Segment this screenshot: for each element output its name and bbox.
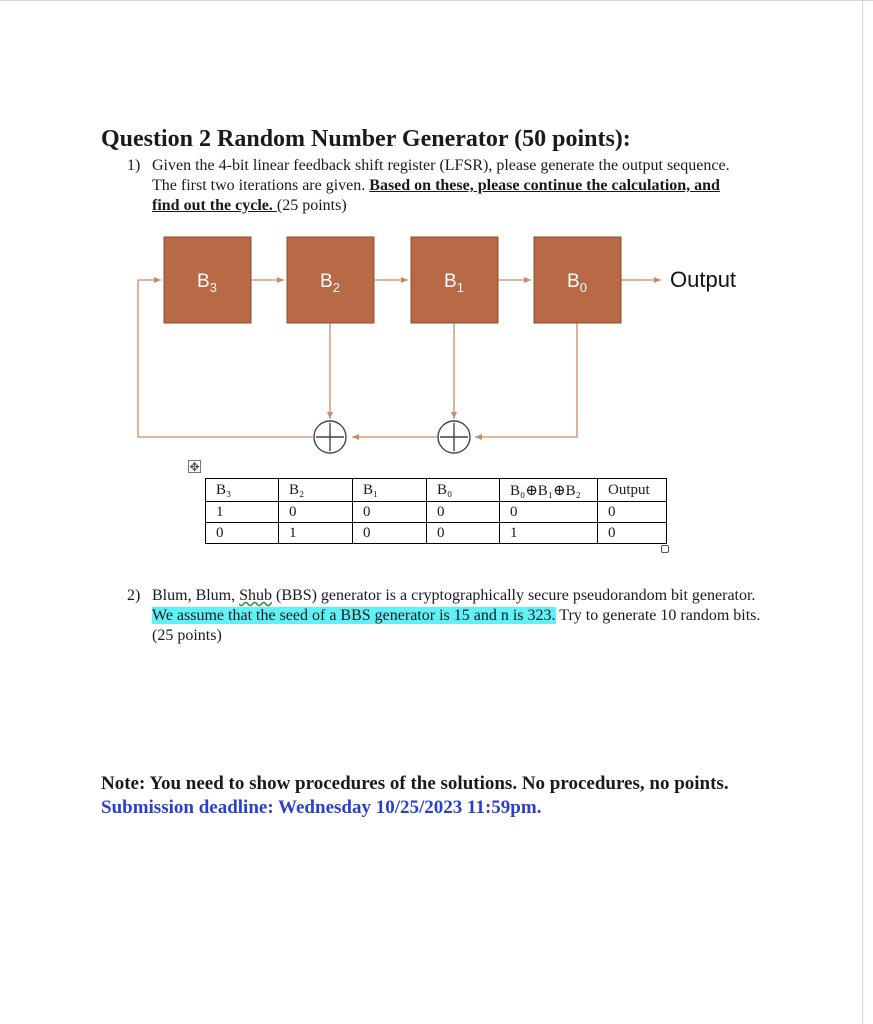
page-edge <box>862 0 863 1024</box>
deadline-text: Submission deadline: Wednesday 10/25/2023 11:59pm. <box>101 797 542 818</box>
table-header-cell: B₀⊕B₁⊕B₂ <box>500 479 598 502</box>
table-header-cell: B₁ <box>353 479 427 502</box>
register-label-b3: $B_3$ <box>197 271 217 295</box>
register-label-b0: $B_0$ <box>567 271 587 295</box>
register-block-b3 <box>164 237 251 323</box>
table-header-cell: B₂ <box>279 479 353 502</box>
table-cell: 0 <box>598 502 667 523</box>
spellcheck-word: Shub <box>239 587 273 604</box>
table-cell: 0 <box>598 523 667 544</box>
table-header-cell: Output <box>598 479 667 502</box>
table-cell: 0 <box>353 502 427 523</box>
highlighted-text: We assume that the seed of a BBS generator is 15 and n is 323. <box>152 607 556 624</box>
xor-gate-icon <box>314 421 346 453</box>
output-label: Output <box>670 267 737 292</box>
register-label-b1: $B_1$ <box>444 271 464 295</box>
register-block-b2 <box>287 237 374 323</box>
question-1-text-a: Given the 4-bit linear feedback shift register (LFSR), please generate the output sequence. The first two iterations are given. <box>152 157 730 194</box>
table-cell: 1 <box>206 502 279 523</box>
register-block-b0 <box>534 237 621 323</box>
table-cell: 0 <box>427 502 500 523</box>
table-cell: 0 <box>206 523 279 544</box>
xor-gate-icon <box>438 421 470 453</box>
note-text: Note: You need to show procedures of the solutions. No procedures, no points. <box>101 773 729 794</box>
table-header-cell: B₃ <box>206 479 279 502</box>
table-cell: 0 <box>279 502 353 523</box>
question-1 <box>127 156 747 216</box>
question-2 <box>127 586 777 646</box>
lfsr-table <box>205 478 667 544</box>
question-title: Question 2 Random Number Generator (50 points): <box>101 126 631 152</box>
question-1-number: 1) <box>127 157 141 174</box>
question-2-text-c: Try to generate 10 random bits. (25 points) <box>152 607 761 644</box>
table-cell: 0 <box>353 523 427 544</box>
table-row <box>206 523 667 544</box>
question-2-number: 2) <box>127 587 141 604</box>
table-resize-handle[interactable] <box>661 545 669 553</box>
tap-b0 <box>475 323 577 437</box>
lfsr-diagram <box>130 230 750 460</box>
question-2-text-b: (BBS) generator is a cryptographically secure pseudorandom bit generator. <box>272 587 756 604</box>
register-block-b1 <box>411 237 498 323</box>
question-2-text <box>152 586 777 646</box>
question-1-underlined: Based on these, please continue the calculation, and find out the cycle. <box>152 177 720 214</box>
question-2-text-a: Blum, Blum, <box>152 587 240 604</box>
page-edge <box>0 0 873 1</box>
table-cell: 0 <box>500 502 598 523</box>
table-move-handle-icon[interactable]: ✥ <box>189 460 200 474</box>
question-1-text <box>152 156 747 216</box>
table-cell: 1 <box>279 523 353 544</box>
table-cell: 0 <box>427 523 500 544</box>
table-cell: 1 <box>500 523 598 544</box>
register-label-b2: $B_2$ <box>320 271 340 295</box>
table-header-cell: B₀ <box>427 479 500 502</box>
table-header-row <box>206 479 667 502</box>
table-row <box>206 502 667 523</box>
question-1-points: (25 points) <box>276 197 347 214</box>
